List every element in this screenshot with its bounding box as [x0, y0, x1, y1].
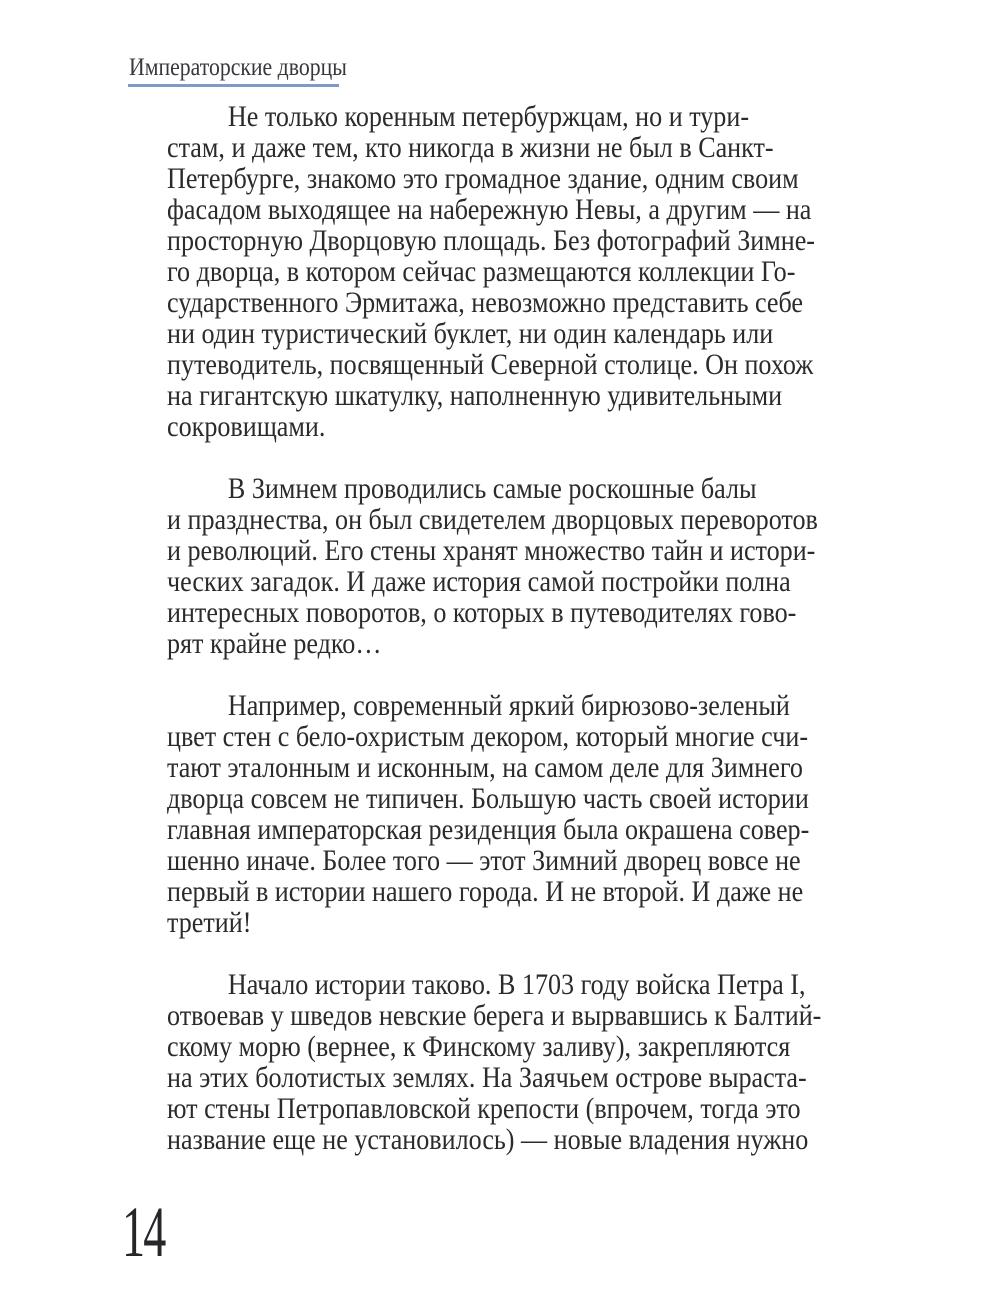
text-line: дворца совсем не типичен. Большую часть своей истории — [167, 782, 809, 815]
text-line: на этих болотистых землях. На Заячьем острове выраста- — [167, 1061, 807, 1094]
paragraph — [167, 473, 898, 659]
running-head-underline — [128, 84, 339, 87]
running-head-title: Императорские дворцы — [129, 54, 347, 81]
text-line: ни один туристический буклет, ни один календарь или — [167, 317, 774, 350]
text-line: интересных поворотов, о которых в путеводителях гово- — [167, 596, 797, 629]
text-line: стам, и даже тем, кто никогда в жизни не был в Санкт- — [167, 131, 774, 164]
text-line: отвоевав у шведов невские берега и вырвавшись к Балтий- — [167, 999, 822, 1032]
text-line: ческих загадок. И даже история самой постройки полна — [167, 565, 791, 598]
text-line: рят крайне редко… — [167, 627, 382, 660]
page-number: 14 — [122, 1192, 165, 1272]
text-line: Петербурге, знакомо это громадное здание, одним своим — [167, 162, 799, 195]
text-line: первый в истории нашего города. И не второй. И даже не — [167, 875, 804, 908]
text-line: В Зимнем проводились самые роскошные балы — [227, 472, 757, 505]
text-line: Начало истории таково. В 1703 году войска Петра I, — [227, 968, 806, 1001]
text-line: цвет стен с бело-охристым декором, который многие счи- — [167, 720, 809, 753]
text-line: на гигантскую шкатулку, наполненную удивительными — [167, 379, 783, 412]
text-line: третий! — [167, 906, 252, 939]
text-line: ют стены Петропавловской крепости (впрочем, тогда это — [167, 1092, 801, 1125]
text-line: название еще не установилось) — новые владения нужно — [167, 1123, 809, 1156]
body-text — [167, 101, 898, 1186]
paragraph — [167, 690, 898, 938]
paragraph — [167, 969, 898, 1155]
text-line: скому морю (вернее, к Финскому заливу), закрепляются — [167, 1030, 791, 1063]
text-line: и празднества, он был свидетелем дворцовых переворотов — [167, 503, 818, 536]
text-line: сударственного Эрмитажа, невозможно представить себе — [167, 286, 804, 319]
text-line: просторную Дворцовую площадь. Без фотографий Зимне- — [167, 224, 816, 257]
text-line: сокровищами. — [167, 410, 326, 443]
text-line: и революций. Его стены хранят множество тайн и истори- — [167, 534, 816, 567]
text-line: главная императорская резиденция была окрашена совер- — [167, 813, 810, 846]
text-line: го дворца, в котором сейчас размещаются коллекции Го- — [167, 255, 796, 288]
paragraph — [167, 101, 898, 442]
text-line: шенно иначе. Более того — этот Зимний дворец вовсе не — [167, 844, 801, 877]
text-line: фасадом выходящее на набережную Невы, а другим — на — [167, 193, 812, 226]
text-line: тают эталонным и исконным, на самом деле для Зимнего — [167, 751, 803, 784]
text-line: Например, современный яркий бирюзово-зеленый — [227, 689, 790, 722]
text-line: путеводитель, посвященный Северной столице. Он похож — [167, 348, 814, 381]
text-line: Не только коренным петербуржцам, но и тури- — [227, 100, 750, 133]
